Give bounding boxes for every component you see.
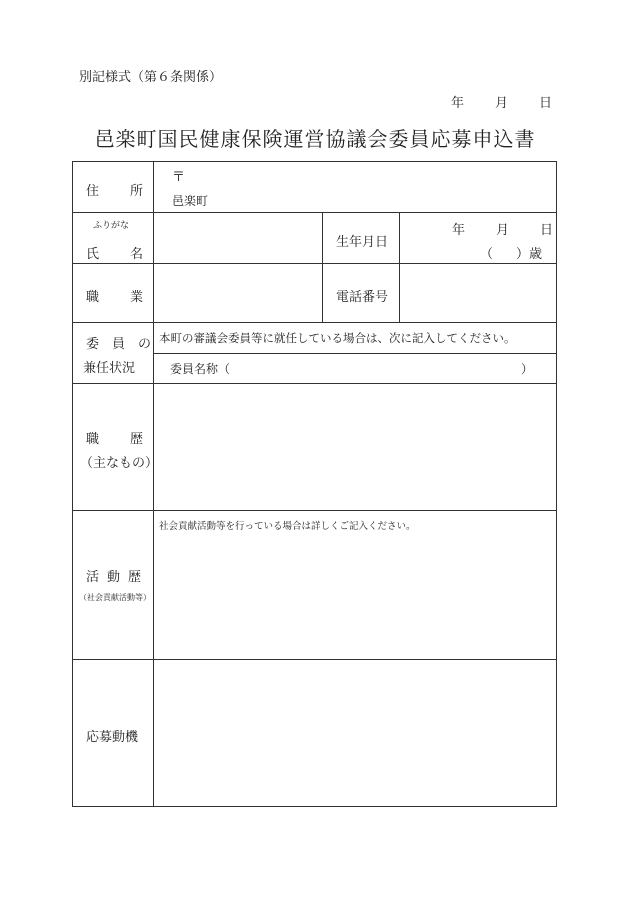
address-town: 邑楽町 (172, 194, 209, 208)
activities-label-1: 活 (86, 570, 100, 585)
occupation-input-area[interactable] (156, 266, 319, 320)
address-input-area[interactable] (160, 164, 550, 208)
birthdate-input-area[interactable] (402, 215, 552, 261)
committee-name-close: ） (521, 362, 534, 376)
birthdate-label: 生年月日 (336, 235, 389, 250)
concurrent-label-line2: 兼任状況 (83, 361, 136, 376)
activities-label-2: 動 (107, 570, 121, 585)
career-label-1: 職 (86, 432, 100, 447)
birth-year: 年 (452, 223, 466, 238)
birth-day: 日 (540, 223, 554, 238)
furigana-label: ふりがな (93, 221, 130, 231)
name-label-1: 氏 (86, 247, 100, 262)
name-label-2: 名 (130, 247, 144, 262)
header-date-year: 年 (451, 96, 465, 111)
header-date-day: 日 (539, 96, 553, 111)
age-open-paren: （ (480, 247, 494, 262)
committee-name-input[interactable] (232, 357, 517, 379)
occupation-label-1: 職 (86, 290, 100, 305)
name-input-area[interactable] (156, 215, 319, 261)
postal-mark: 〒 (172, 170, 186, 185)
occupation-label-2: 業 (130, 290, 144, 305)
phone-label: 電話番号 (336, 290, 389, 305)
concurrent-instruction: 本町の審議会委員等に就任している場合は、次に記入してください。 (159, 331, 516, 345)
career-label-2: 歴 (130, 432, 144, 447)
header-date-month: 月 (495, 96, 509, 111)
phone-input-area[interactable] (402, 266, 552, 320)
activities-instruction: 社会貢献活動等を行っている場合は詳しくご記入ください。 (159, 521, 416, 532)
motivation-label: 応募動機 (86, 730, 139, 745)
birth-month: 月 (496, 223, 510, 238)
motivation-input-area[interactable] (157, 663, 552, 803)
form-title: 邑楽町国民健康保険運営協議会委員応募申込書 (94, 127, 536, 151)
address-label-2: 所 (130, 184, 144, 199)
career-label-sub: （主なもの） (80, 456, 159, 471)
address-label-1: 住 (86, 184, 100, 199)
form-reference: 別記様式（第６条関係） (79, 70, 223, 85)
concurrent-label-line1: 委 員 の (86, 337, 152, 352)
career-input-area[interactable] (157, 387, 552, 507)
activities-label-sub: （社会貢献活動等） (79, 593, 151, 602)
age-close-suffix: ）歳 (516, 247, 543, 262)
committee-name-label: 委員名称（ (170, 362, 231, 376)
activities-input-area[interactable] (157, 535, 552, 656)
activities-label-3: 歴 (128, 570, 142, 585)
